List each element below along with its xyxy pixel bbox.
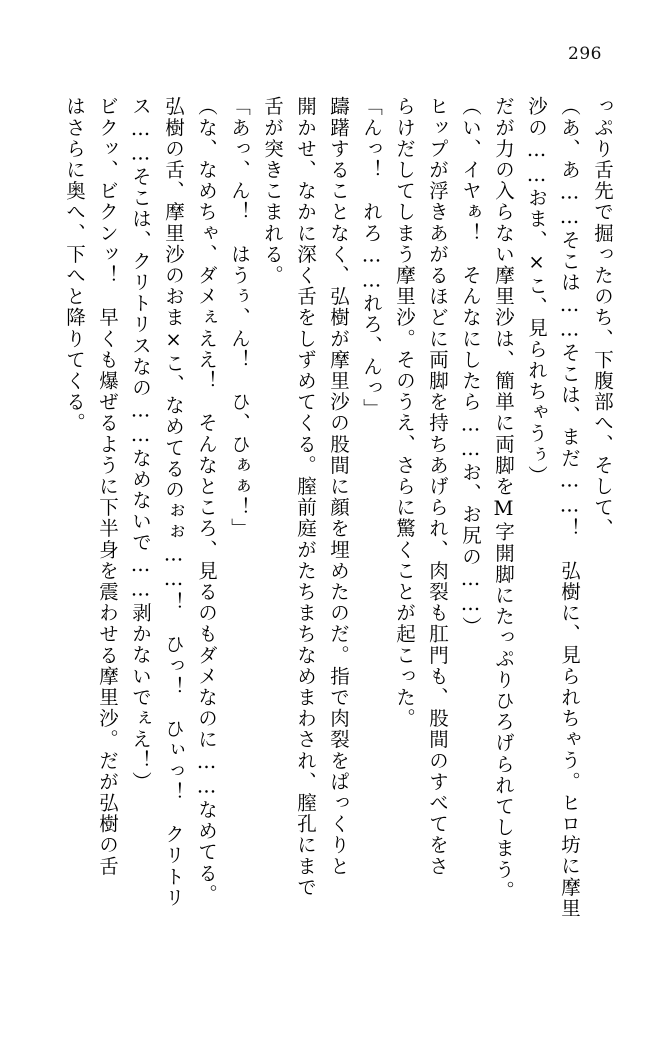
text-line: ヒップが浮きあがるほどに両脚を持ちあげられ、肉裂も肛門も、股間のすべてをさ <box>426 96 449 877</box>
text-line: っぷり舌先で掘ったのち、下腹部へ、そして、 <box>591 96 614 540</box>
text-line: ス……そこは、クリトリスなの……なめないで……剥かないでぇえ！） <box>129 96 152 793</box>
page-number: 296 <box>568 44 602 64</box>
text-line: だが力の入らない摩里沙は、簡単に両脚をM字開脚にたっぷりひろげられてしまう。 <box>492 96 515 902</box>
text-line: 舌が突きこまれる。 <box>261 96 284 286</box>
text-line: 弘樹の舌、摩里沙のおま×こ、なめてるのぉぉ……！ ひっ！ ひぃっ！ クリトリ <box>162 96 185 909</box>
text-line: （あ、あ……そこは……そこは、まだ……！ 弘樹に、見られちゃう。ヒロ坊に摩里 <box>558 96 581 919</box>
text-line: 「あっ、ん！ はうぅ、ん！ ひ、ひぁぁ！」 <box>228 96 251 540</box>
text-line: （い、イヤぁ！ そんなにしたら……お、お尻の……） <box>459 96 482 638</box>
text-line: （な、なめちゃ、ダメぇええ！ そんなところ、見るのもダメなのに……なめてる。 <box>195 96 218 905</box>
text-line: 「んっ！ れろ……れろ、んっ」 <box>360 96 383 420</box>
text-line: ビクッ、ビクンッ！ 早くも爆ぜるように下半身を震わせる摩里沙。だが弘樹の舌 <box>96 96 119 877</box>
vertical-text-block <box>40 96 612 1026</box>
text-line: 沙の……おま、×こ、見られちゃうぅ） <box>525 96 548 487</box>
text-line: らけだしてしまう摩里沙。そのうえ、さらに驚くことが起こった。 <box>393 96 416 729</box>
text-line: 開かせ、なかに深く舌をしずめてくる。膣前庭がたちまちなめまわされ、膣孔にまで <box>294 96 317 898</box>
text-line: はさらに奥へ、下へと降りてくる。 <box>63 96 86 434</box>
text-line: 躊躇することなく、弘樹が摩里沙の股間に顔を埋めたのだ。指で肉裂をぱっくりと <box>327 96 350 877</box>
